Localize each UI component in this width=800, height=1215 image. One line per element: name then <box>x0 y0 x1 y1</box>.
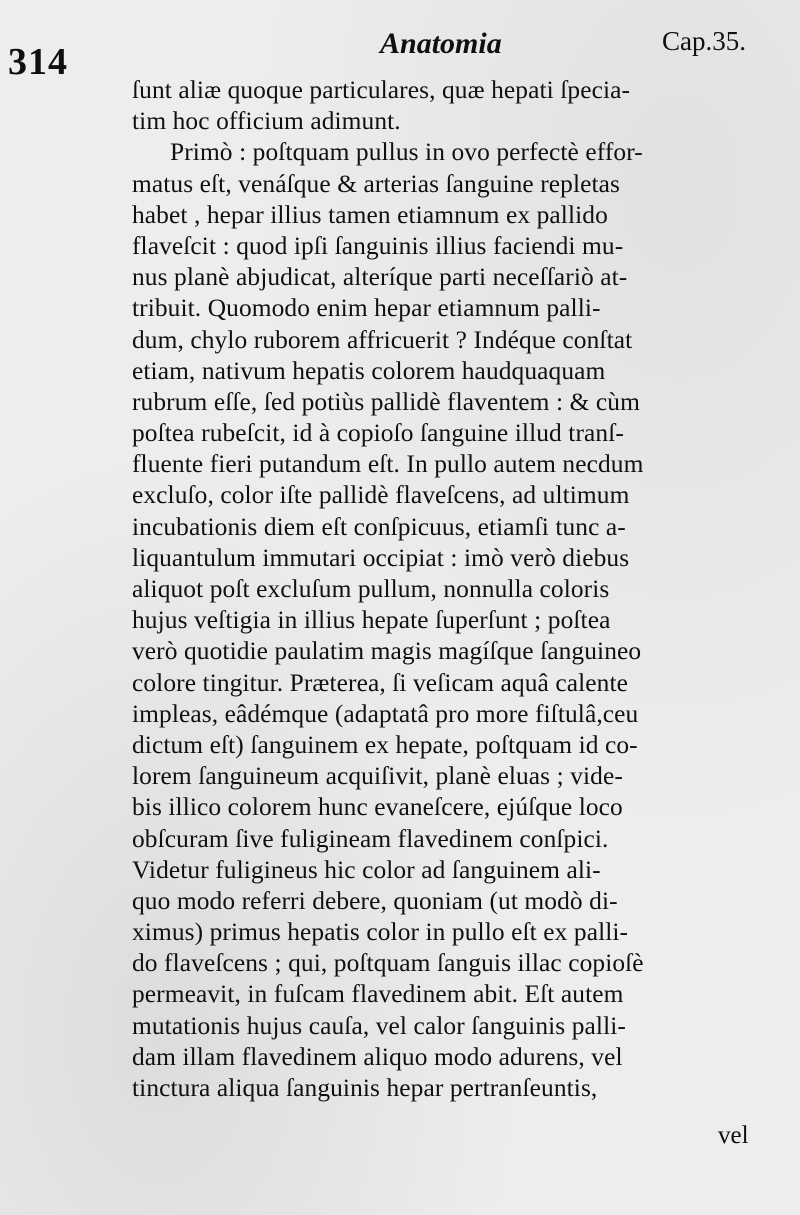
text-line: flaveſcit : quod ipſi ſanguinis illius faciendi mu- <box>132 231 624 260</box>
text-line: excluſo, color iſte pallidè flaveſcens, ad ultimum <box>132 481 630 510</box>
text-line: habet , hepar illius tamen etiamnum ex pallido <box>132 200 608 229</box>
text-line: tinctura aliqua ſanguinis hepar pertranſeuntis, <box>132 1074 598 1102</box>
text-line: colore tingitur. Præterea, ſi veſicam aquâ calente <box>132 668 628 697</box>
text-line: impleas, eâdémque (adaptatâ pro more fiſtulâ,ceu <box>132 699 639 728</box>
text-line: bis illico colorem hunc evaneſcere, ejúſque loco <box>132 793 623 822</box>
text-line: aliquot poſt excluſum pullum, nonnulla coloris <box>132 575 610 603</box>
chapter-label: Cap.35. <box>662 26 746 56</box>
text-line: matus eſt, venáſque & arterias ſanguine repletas <box>132 169 621 198</box>
text-line: dum, chylo ruborem affricuerit ? Indéque conſtat <box>132 325 633 354</box>
text-line: permeavit, in fuſcam flavedinem abit. Eſt autem <box>132 980 624 1009</box>
text-line: do flaveſcens ; qui, poſtquam ſanguis illac copioſè <box>132 949 644 978</box>
page-header <box>0 22 800 83</box>
text-line: lorem ſanguineum acquiſivit, planè eluas ; vide- <box>132 762 623 791</box>
text-line: Videtur fuligineus hic color ad ſanguinem ali- <box>132 855 601 884</box>
text-line: incubationis diem eſt conſpicuus, etiamſi tunc a- <box>132 512 626 541</box>
text-line: quo modo referri debere, quoniam (ut modò di- <box>132 886 618 915</box>
text-line: nus planè abjudicat, alteríque parti neceſſariò at- <box>132 263 628 292</box>
body-text <box>132 75 762 1104</box>
text-line: tim hoc officium adimunt. <box>132 107 401 136</box>
catchword: vel <box>718 1122 749 1149</box>
text-line: verò quotidie paulatim magis magíſque ſanguineo <box>132 637 642 666</box>
text-line: hujus veſtigia in illius hepate ſuperſunt ; poſtea <box>132 606 611 635</box>
text-line: obſcuram ſive fuligineam flavedinem conſpici. <box>132 824 609 853</box>
text-line: dictum eſt) ſanguinem ex hepate, poſtquam id co- <box>132 730 638 759</box>
page-number: 314 <box>8 41 68 83</box>
text-line: dam illam flavedinem aliquo modo adurens, vel <box>132 1042 623 1071</box>
text-line: Primò : poſtquam pullus in ovo perfectè effor- <box>170 138 643 167</box>
text-line: liquantulum immutari occipiat : imò verò diebus <box>132 543 630 572</box>
running-title: Anatomia <box>380 27 502 60</box>
text-line: etiam, nativum hepatis colorem haudquaquam <box>132 356 606 385</box>
text-line: mutationis hujus cauſa, vel calor ſanguinis palli- <box>132 1011 626 1040</box>
text-line: ſunt aliæ quoque particulares, quæ hepati ſpecia- <box>132 76 631 104</box>
text-line: fluente fieri putandum eſt. In pullo autem necdum <box>132 450 644 479</box>
text-line: ximus) primus hepatis color in pullo eſt ex palli- <box>132 918 629 947</box>
text-line: rubrum eſſe, ſed potiùs pallidè flaventem : & cùm <box>132 387 640 416</box>
text-line: tribuit. Quomodo enim hepar etiamnum palli- <box>132 294 601 323</box>
text-line: poſtea rubeſcit, id à copioſo ſanguine illud tranſ- <box>132 419 624 448</box>
